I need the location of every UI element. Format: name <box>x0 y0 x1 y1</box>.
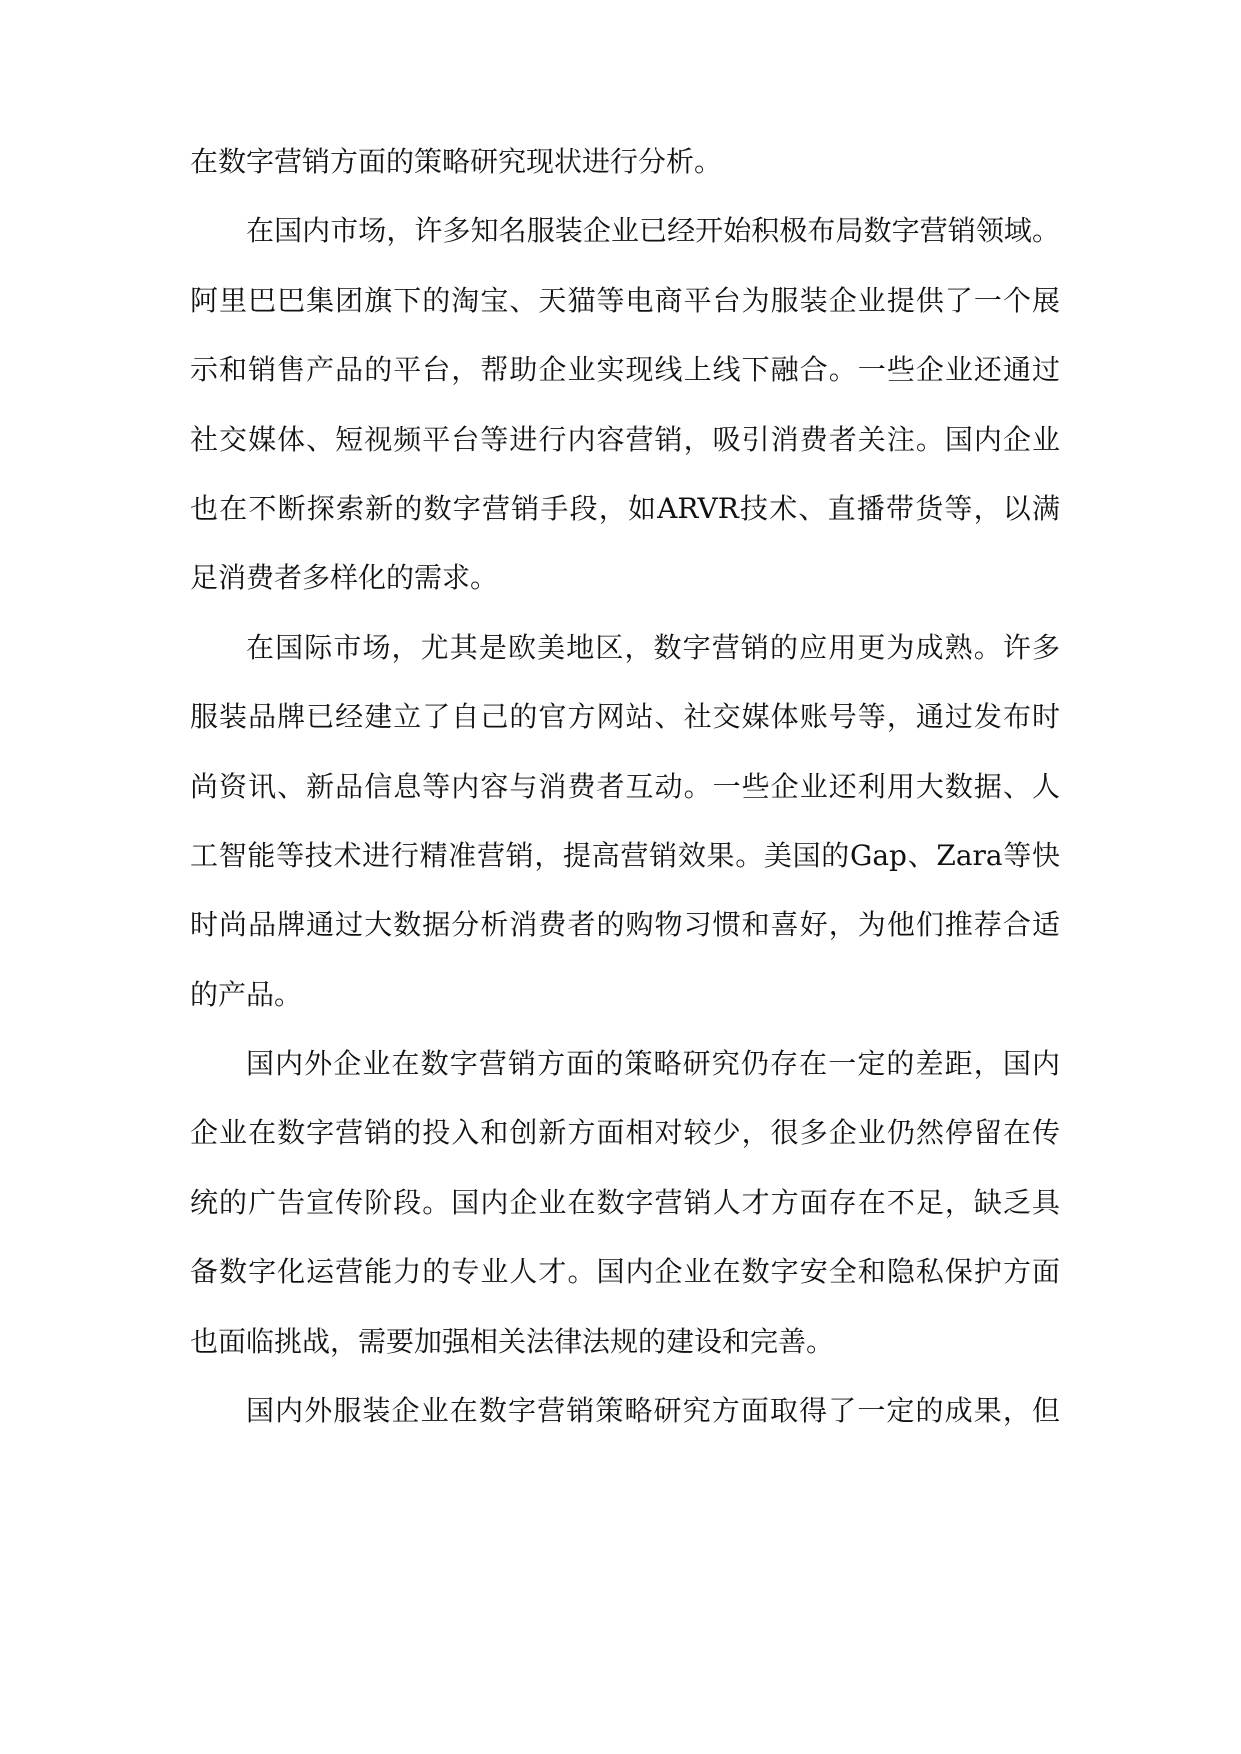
text-line: 阿里巴巴集团旗下的淘宝、天猫等电商平台为服装企业提供了一个展 <box>190 283 1060 317</box>
text-line: 时尚品牌通过大数据分析消费者的购物习惯和喜好，为他们推荐合适 <box>190 908 1060 942</box>
text-line: 备数字化运营能力的专业人才。国内企业在数字安全和隐私保护方面 <box>190 1255 1060 1289</box>
text-line: 企业在数字营销的投入和创新方面相对较少，很多企业仍然停留在传 <box>190 1116 1060 1150</box>
text-line: 社交媒体、短视频平台等进行内容营销，吸引消费者关注。国内企业 <box>190 422 1060 456</box>
text-line: 也在不断探索新的数字营销手段，如ARVR技术、直播带货等，以满 <box>190 491 1060 525</box>
text-line: 在国内市场，许多知名服装企业已经开始积极布局数字营销领域。 <box>246 214 1060 248</box>
text-line: 服装品牌已经建立了自己的官方网站、社交媒体账号等，通过发布时 <box>190 700 1060 734</box>
text-line: 尚资讯、新品信息等内容与消费者互动。一些企业还利用大数据、人 <box>190 769 1060 803</box>
paragraph-1 <box>190 142 1060 211</box>
paragraph-5 <box>190 1391 1060 1460</box>
paragraph-4 <box>190 1044 1060 1391</box>
text-line: 足消费者多样化的需求。 <box>190 561 499 595</box>
text-line: 统的广告宣传阶段。国内企业在数字营销人才方面存在不足，缺乏具 <box>190 1185 1060 1219</box>
text-line: 国内外服装企业在数字营销策略研究方面取得了一定的成果，但 <box>246 1394 1060 1428</box>
text-line: 在数字营销方面的策略研究现状进行分析。 <box>190 145 723 178</box>
text-line: 在国际市场，尤其是欧美地区，数字营销的应用更为成熟。许多 <box>246 630 1060 664</box>
paragraph-2 <box>190 211 1060 627</box>
paragraph-3 <box>190 628 1060 1044</box>
body-text <box>190 142 1060 1460</box>
text-line: 示和销售产品的平台，帮助企业实现线上线下融合。一些企业还通过 <box>190 353 1060 387</box>
text-line: 国内外企业在数字营销方面的策略研究仍存在一定的差距，国内 <box>246 1047 1060 1081</box>
text-line: 工智能等技术进行精准营销，提高营销效果。美国的Gap、Zara等快 <box>190 838 1060 872</box>
text-line: 也面临挑战，需要加强相关法律法规的建设和完善。 <box>190 1324 835 1358</box>
text-line: 的产品。 <box>190 977 303 1011</box>
